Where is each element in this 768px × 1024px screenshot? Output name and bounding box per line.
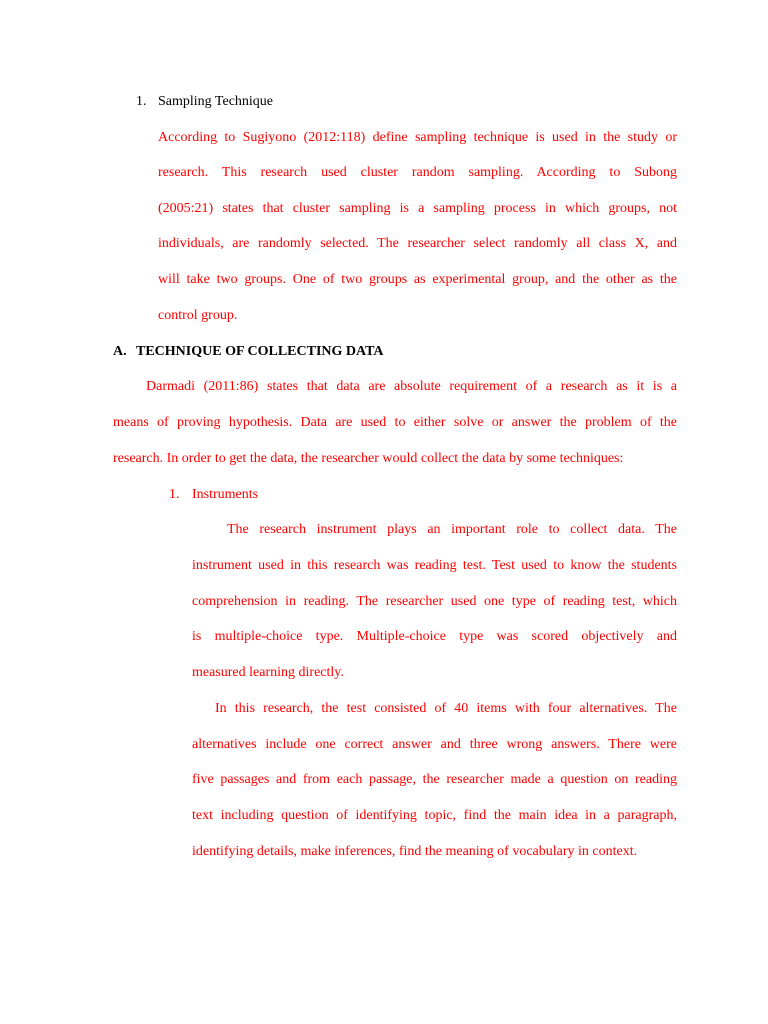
collecting-data-paragraph-line: research. In order to get the data, the researcher would collect the data by some techniques: (113, 451, 624, 466)
sampling-paragraph-line: will take two groups. One of two groups as experimental group, and the other as the (158, 272, 677, 287)
test-paragraph-line: five passages and from each passage, the researcher made a question on reading (192, 772, 677, 787)
collecting-data-paragraph-line: Darmadi (2011:86) states that data are absolute requirement of a research as it is a (146, 379, 677, 394)
sampling-paragraph-line: control group. (158, 308, 238, 323)
sampling-paragraph-line: individuals, are randomly selected. The researcher select randomly all class X, and (158, 236, 677, 251)
section-a-heading: TECHNIQUE OF COLLECTING DATA (136, 344, 384, 359)
section-1-heading: Sampling Technique (158, 94, 274, 109)
section-a-label: A. (113, 344, 127, 359)
instruments-number: 1. (169, 487, 180, 502)
instruments-paragraph-line: is multiple-choice type. Multiple-choice type was scored objectively and (192, 629, 677, 644)
sampling-paragraph-line: According to Sugiyono (2012:118) define sampling technique is used in the study or (158, 130, 677, 145)
collecting-data-paragraph-line: means of proving hypothesis. Data are used to either solve or answer the problem of the (113, 415, 677, 430)
instruments-paragraph-line: The research instrument plays an important role to collect data. The (227, 522, 677, 537)
test-paragraph-line: text including question of identifying topic, find the main idea in a paragraph, (192, 808, 677, 823)
test-paragraph-line: identifying details, make inferences, find the meaning of vocabulary in context. (192, 844, 638, 859)
instruments-paragraph-line: measured learning directly. (192, 665, 344, 680)
test-paragraph-line: alternatives include one correct answer and three wrong answers. There were (192, 737, 677, 752)
section-1-number: 1. (136, 94, 147, 109)
instruments-heading: Instruments (192, 487, 259, 502)
instruments-paragraph-line: instrument used in this research was reading test. Test used to know the students (192, 558, 677, 573)
test-paragraph-line: In this research, the test consisted of 40 items with four alternatives. The (215, 701, 677, 716)
sampling-paragraph-line: (2005:21) states that cluster sampling is a sampling process in which groups, not (158, 201, 677, 216)
sampling-paragraph-line: research. This research used cluster random sampling. According to Subong (158, 165, 677, 180)
instruments-paragraph-line: comprehension in reading. The researcher used one type of reading test, which (192, 594, 677, 609)
